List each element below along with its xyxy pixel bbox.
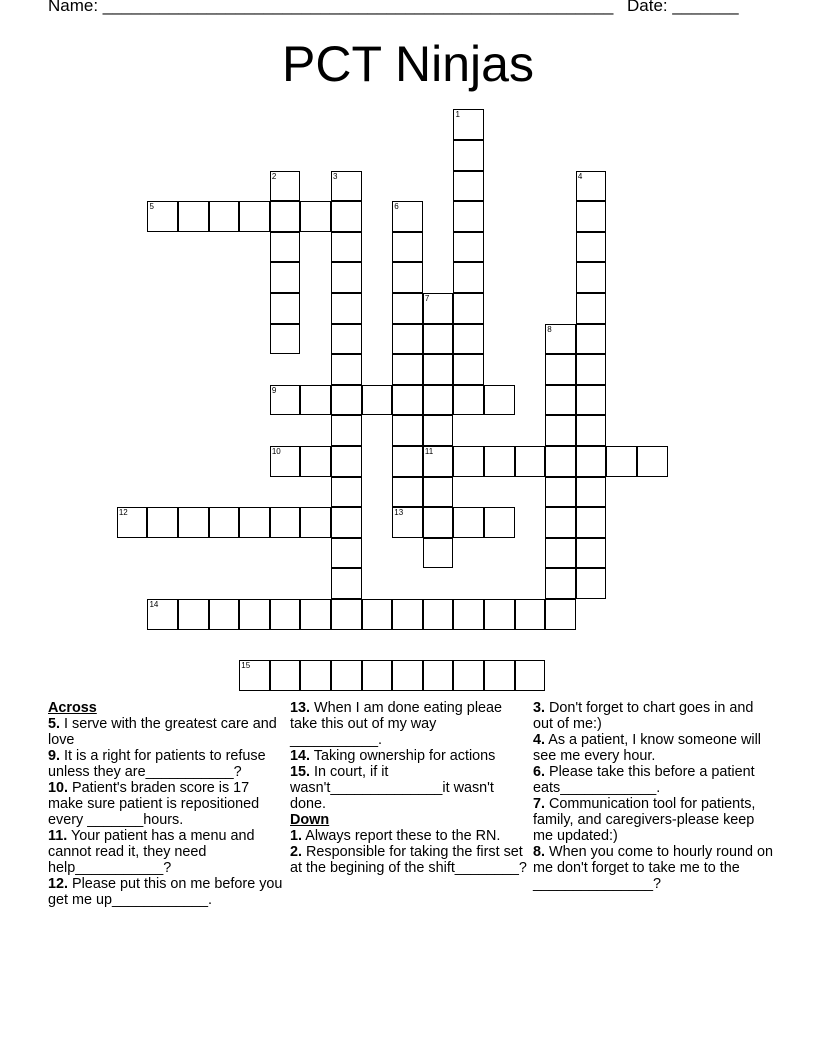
cell-number: 8 <box>547 324 552 334</box>
crossword-cell[interactable] <box>392 385 423 416</box>
clue-text: Please put this on me before you get me up____________. <box>48 876 283 908</box>
crossword-cell[interactable] <box>423 446 454 477</box>
crossword-cell[interactable] <box>270 171 301 202</box>
crossword-cell[interactable] <box>392 354 423 385</box>
crossword-cell[interactable] <box>270 446 301 477</box>
clue-number: 1. <box>290 828 303 844</box>
crossword-cell[interactable] <box>515 446 546 477</box>
clue-text: Don't forget to chart goes in and out of me:) <box>533 700 754 732</box>
crossword-cell[interactable] <box>453 262 484 293</box>
crossword-cell[interactable] <box>576 262 607 293</box>
crossword-cell[interactable] <box>453 354 484 385</box>
crossword-cell[interactable] <box>270 324 301 355</box>
clue-column-1 <box>48 700 288 908</box>
clue-text: As a patient, I know someone will see me every hour. <box>533 732 762 764</box>
crossword-cell[interactable] <box>331 477 362 508</box>
crossword-cell[interactable] <box>392 324 423 355</box>
cell-number: 4 <box>577 171 583 181</box>
crossword-cell[interactable] <box>453 385 484 416</box>
crossword-cell[interactable] <box>300 660 331 691</box>
crossword-cell[interactable] <box>362 599 393 630</box>
clue-number: 10. <box>48 780 69 796</box>
crossword-cell[interactable] <box>392 415 423 446</box>
crossword-cell[interactable] <box>576 446 607 477</box>
crossword-cell[interactable] <box>117 507 148 538</box>
crossword-cell[interactable] <box>576 385 607 416</box>
crossword-cell[interactable] <box>545 538 576 569</box>
crossword-cell[interactable] <box>453 446 484 477</box>
crossword-cell[interactable] <box>576 354 607 385</box>
crossword-cell[interactable] <box>300 446 331 477</box>
crossword-cell[interactable] <box>239 660 270 691</box>
down-heading: Down <box>290 812 330 828</box>
crossword-cell[interactable] <box>453 140 484 171</box>
crossword-cell[interactable] <box>484 385 515 416</box>
clue-number: 11. <box>48 828 68 844</box>
crossword-cell[interactable] <box>606 446 637 477</box>
crossword-cell[interactable] <box>545 599 576 630</box>
crossword-cell[interactable] <box>270 660 301 691</box>
crossword-cell[interactable] <box>239 599 270 630</box>
crossword-cell[interactable] <box>576 201 607 232</box>
crossword-cell[interactable] <box>453 109 484 140</box>
crossword-cell[interactable] <box>484 660 515 691</box>
crossword-cell[interactable] <box>545 385 576 416</box>
clue-number: 9. <box>48 748 61 764</box>
clue-down-8 <box>533 844 773 892</box>
cell-number: 13 <box>394 508 404 518</box>
clue-number: 15. <box>290 764 311 780</box>
crossword-cell[interactable] <box>270 232 301 263</box>
crossword-cell[interactable] <box>331 446 362 477</box>
crossword-cell[interactable] <box>300 201 331 232</box>
crossword-cell[interactable] <box>392 660 423 691</box>
crossword-cell[interactable] <box>545 354 576 385</box>
clue-across-14 <box>290 748 530 764</box>
crossword-cell[interactable] <box>270 201 301 232</box>
crossword-cell[interactable] <box>423 324 454 355</box>
crossword-cell[interactable] <box>545 507 576 538</box>
clue-across-9 <box>48 748 288 780</box>
crossword-cell[interactable] <box>331 324 362 355</box>
crossword-cell[interactable] <box>484 599 515 630</box>
crossword-cell[interactable] <box>576 171 607 202</box>
clue-text: Please take this before a patient eats____________. <box>533 764 755 796</box>
clue-number: 7. <box>533 796 546 812</box>
crossword-cell[interactable] <box>576 477 607 508</box>
crossword-cell[interactable] <box>515 599 546 630</box>
crossword-cell[interactable] <box>331 599 362 630</box>
clue-across-13 <box>290 700 530 748</box>
crossword-cell[interactable] <box>453 201 484 232</box>
clue-number: 12. <box>48 876 69 892</box>
clue-across-10 <box>48 780 288 828</box>
crossword-cell[interactable] <box>331 568 362 599</box>
crossword-cell[interactable] <box>392 232 423 263</box>
crossword-cell[interactable] <box>209 507 240 538</box>
crossword-cell[interactable] <box>453 171 484 202</box>
crossword-cell[interactable] <box>239 201 270 232</box>
clue-number: 4. <box>533 732 546 748</box>
crossword-cell[interactable] <box>453 293 484 324</box>
clue-number: 2. <box>290 844 303 860</box>
crossword-cell[interactable] <box>453 507 484 538</box>
crossword-cell[interactable] <box>484 446 515 477</box>
name-field[interactable]: Name: ______________________________________________________ <box>48 0 614 15</box>
crossword-cell[interactable] <box>423 477 454 508</box>
crossword-cell[interactable] <box>331 538 362 569</box>
crossword-cell[interactable] <box>453 599 484 630</box>
crossword-cell[interactable] <box>178 599 209 630</box>
crossword-cell[interactable] <box>545 568 576 599</box>
crossword-cell[interactable] <box>576 568 607 599</box>
crossword-cell[interactable] <box>392 507 423 538</box>
crossword-cell[interactable] <box>331 293 362 324</box>
crossword-cell[interactable] <box>239 507 270 538</box>
crossword-cell[interactable] <box>392 446 423 477</box>
clue-down-2 <box>290 844 530 876</box>
clue-text: When I am done eating pleae take this out of my way ___________. <box>290 700 503 748</box>
crossword-cell[interactable] <box>270 599 301 630</box>
clue-number: 14. <box>290 748 311 764</box>
crossword-cell[interactable] <box>392 293 423 324</box>
clue-number: 13. <box>290 700 311 716</box>
crossword-cell[interactable] <box>576 232 607 263</box>
clue-text: Your patient has a menu and cannot read it, they need help___________? <box>48 828 255 876</box>
crossword-cell[interactable] <box>453 232 484 263</box>
clue-down-6 <box>533 764 773 796</box>
cell-number: 7 <box>424 293 430 303</box>
cell-number: 1 <box>455 110 460 120</box>
crossword-cell[interactable] <box>453 660 484 691</box>
crossword-cell[interactable] <box>545 324 576 355</box>
clue-across-11 <box>48 828 288 876</box>
crossword-cell[interactable] <box>270 385 301 416</box>
cell-number: 5 <box>149 202 154 212</box>
clue-across-15 <box>290 764 530 812</box>
clue-column-2 <box>290 700 530 876</box>
crossword-cell[interactable] <box>331 262 362 293</box>
crossword-cell[interactable] <box>270 293 301 324</box>
clue-text: Taking ownership for actions <box>313 748 496 764</box>
date-field[interactable]: Date: _______ <box>627 0 739 15</box>
crossword-cell[interactable] <box>331 354 362 385</box>
crossword-cell[interactable] <box>147 599 178 630</box>
clue-across-12 <box>48 876 288 908</box>
clue-text: Always report these to the RN. <box>305 828 501 844</box>
clue-text: In court, if it wasn't______________it wasn't done. <box>290 764 494 812</box>
crossword-cell[interactable] <box>484 507 515 538</box>
crossword-cell[interactable] <box>392 201 423 232</box>
cell-number: 15 <box>241 661 251 671</box>
crossword-cell[interactable] <box>423 538 454 569</box>
clue-number: 6. <box>533 764 546 780</box>
crossword-cell[interactable] <box>545 477 576 508</box>
crossword-cell[interactable] <box>362 385 393 416</box>
crossword-cell[interactable] <box>423 415 454 446</box>
clue-across-5 <box>48 716 288 748</box>
crossword-cell[interactable] <box>331 232 362 263</box>
crossword-cell[interactable] <box>331 660 362 691</box>
crossword-cell[interactable] <box>576 507 607 538</box>
crossword-cell[interactable] <box>178 201 209 232</box>
crossword-cell[interactable] <box>147 507 178 538</box>
crossword-cell[interactable] <box>331 201 362 232</box>
clue-text: It is a right for patients to refuse unless they are___________? <box>48 748 266 780</box>
crossword-cell[interactable] <box>178 507 209 538</box>
cell-number: 14 <box>149 599 159 609</box>
clue-down-4 <box>533 732 773 764</box>
crossword-cell[interactable] <box>300 385 331 416</box>
crossword-cell[interactable] <box>576 415 607 446</box>
cell-number: 6 <box>394 202 399 212</box>
crossword-cell[interactable] <box>209 201 240 232</box>
clue-down-3 <box>533 700 773 732</box>
crossword-cell[interactable] <box>423 507 454 538</box>
cell-number: 12 <box>118 508 128 518</box>
crossword-cell[interactable] <box>392 599 423 630</box>
crossword-cell[interactable] <box>576 324 607 355</box>
crossword-cell[interactable] <box>270 262 301 293</box>
clue-column-3 <box>533 700 773 892</box>
crossword-cell[interactable] <box>423 599 454 630</box>
crossword-cell[interactable] <box>515 660 546 691</box>
clue-number: 8. <box>533 844 546 860</box>
clue-text: When you come to hourly round on me don't forget to take me to the _______________? <box>533 844 773 892</box>
clue-text: I serve with the greatest care and love <box>48 716 277 748</box>
across-heading: Across <box>48 700 97 716</box>
crossword-cell[interactable] <box>270 507 301 538</box>
clue-down-7 <box>533 796 773 844</box>
crossword-cell[interactable] <box>545 446 576 477</box>
crossword-cell[interactable] <box>576 538 607 569</box>
clue-text: Patient's braden score is 17 make sure patient is repositioned every _______hours. <box>48 780 260 828</box>
cell-number: 9 <box>271 385 277 395</box>
crossword-cell[interactable] <box>423 385 454 416</box>
clue-number: 5. <box>48 716 61 732</box>
crossword-cell[interactable] <box>300 507 331 538</box>
clue-down-1 <box>290 828 530 844</box>
cell-number: 2 <box>271 171 277 181</box>
crossword-cell[interactable] <box>331 507 362 538</box>
crossword-cell[interactable] <box>453 324 484 355</box>
page-title: PCT Ninjas <box>282 36 534 92</box>
crossword-cell[interactable] <box>331 171 362 202</box>
crossword-cell[interactable] <box>362 660 393 691</box>
crossword-cell[interactable] <box>331 415 362 446</box>
crossword-cell[interactable] <box>147 201 178 232</box>
crossword-cell[interactable] <box>545 415 576 446</box>
crossword-cell[interactable] <box>423 660 454 691</box>
clue-text: Responsible for taking the first set at the begining of the shift________? <box>290 844 527 876</box>
crossword-cell[interactable] <box>392 477 423 508</box>
clue-text: Communication tool for patients, family, and caregivers-please keep me updated:) <box>533 796 756 844</box>
cell-number: 3 <box>333 171 338 181</box>
crossword-cell[interactable] <box>300 599 331 630</box>
cell-number: 11 <box>424 446 434 456</box>
crossword-cell[interactable] <box>637 446 668 477</box>
crossword-cell[interactable] <box>209 599 240 630</box>
cell-number: 10 <box>271 446 281 456</box>
crossword-cell[interactable] <box>423 354 454 385</box>
crossword-cell[interactable] <box>423 293 454 324</box>
crossword-cell[interactable] <box>576 293 607 324</box>
crossword-cell[interactable] <box>392 262 423 293</box>
crossword-cell[interactable] <box>331 385 362 416</box>
clue-number: 3. <box>533 700 546 716</box>
